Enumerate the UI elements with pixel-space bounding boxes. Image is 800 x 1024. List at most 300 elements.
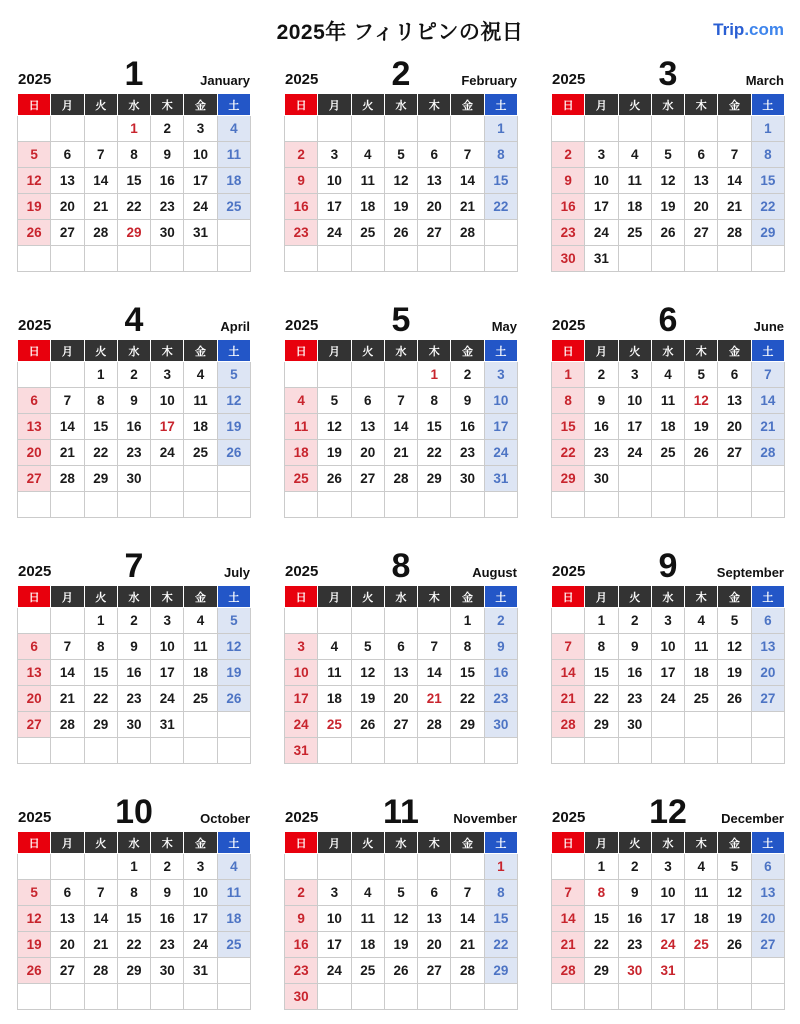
week-row — [552, 984, 785, 1010]
empty-cell — [651, 738, 684, 764]
empty-cell — [618, 492, 651, 518]
week-row — [285, 880, 518, 906]
day-header-cell: 月 — [585, 94, 618, 116]
day-header-cell: 土 — [484, 586, 517, 608]
date-cell: 3 — [484, 362, 517, 388]
month-number: 5 — [391, 301, 411, 339]
day-header-row — [18, 340, 251, 362]
date-cell: 11 — [685, 880, 718, 906]
date-cell: 20 — [418, 932, 451, 958]
date-cell: 5 — [651, 142, 684, 168]
week-row — [552, 958, 785, 984]
week-row — [18, 440, 251, 466]
date-cell: 28 — [384, 466, 417, 492]
date-cell: 17 — [651, 660, 684, 686]
date-cell: 21 — [552, 932, 585, 958]
date-cell: 8 — [418, 388, 451, 414]
date-cell: 29 — [84, 712, 117, 738]
week-row — [552, 414, 785, 440]
day-header-cell: 土 — [751, 586, 784, 608]
date-cell: 11 — [618, 168, 651, 194]
date-cell: 5 — [351, 634, 384, 660]
empty-cell — [318, 608, 351, 634]
calendar-table — [284, 831, 518, 1010]
date-cell: 7 — [751, 362, 784, 388]
empty-cell — [451, 738, 484, 764]
date-cell: 24 — [285, 712, 318, 738]
empty-cell — [552, 984, 585, 1010]
week-row — [552, 738, 785, 764]
empty-cell — [318, 738, 351, 764]
day-header-cell: 日 — [552, 832, 585, 854]
week-row — [285, 440, 518, 466]
empty-cell — [351, 492, 384, 518]
day-header-cell: 木 — [685, 832, 718, 854]
empty-cell — [84, 738, 117, 764]
week-row — [552, 362, 785, 388]
date-cell: 20 — [18, 686, 51, 712]
date-cell: 23 — [484, 686, 517, 712]
date-cell: 1 — [552, 362, 585, 388]
date-cell: 16 — [585, 414, 618, 440]
day-header-cell: 火 — [618, 94, 651, 116]
day-header-cell: 水 — [384, 586, 417, 608]
date-cell: 10 — [318, 906, 351, 932]
empty-cell — [552, 608, 585, 634]
empty-cell — [217, 466, 250, 492]
calendar-table — [551, 339, 785, 518]
month-name: June — [753, 319, 784, 334]
date-cell: 2 — [552, 142, 585, 168]
month-name: March — [745, 73, 784, 88]
date-cell: 7 — [451, 142, 484, 168]
month-number: 8 — [391, 547, 411, 585]
month-name: September — [716, 565, 784, 580]
date-cell: 15 — [418, 414, 451, 440]
date-cell: 12 — [718, 634, 751, 660]
date-cell: 22 — [117, 194, 150, 220]
date-cell: 8 — [84, 388, 117, 414]
day-header-cell: 水 — [117, 94, 150, 116]
week-row — [285, 686, 518, 712]
date-cell: 3 — [651, 854, 684, 880]
day-header-cell: 月 — [51, 832, 84, 854]
empty-cell — [751, 738, 784, 764]
date-cell: 10 — [618, 388, 651, 414]
date-cell: 26 — [217, 686, 250, 712]
month-name: October — [200, 811, 250, 826]
empty-cell — [651, 246, 684, 272]
empty-cell — [718, 466, 751, 492]
empty-cell — [451, 246, 484, 272]
week-row — [552, 466, 785, 492]
date-cell: 28 — [451, 220, 484, 246]
month-number: 1 — [124, 55, 144, 93]
date-cell: 22 — [751, 194, 784, 220]
calendar-table — [284, 339, 518, 518]
empty-cell — [318, 984, 351, 1010]
empty-cell — [718, 738, 751, 764]
month-number: 3 — [658, 55, 678, 93]
month-year-label: 2025 — [285, 809, 319, 826]
empty-cell — [585, 738, 618, 764]
month-name: November — [453, 811, 517, 826]
date-cell: 28 — [751, 440, 784, 466]
day-header-cell: 木 — [418, 832, 451, 854]
empty-cell — [618, 738, 651, 764]
empty-cell — [184, 492, 217, 518]
date-cell: 5 — [384, 880, 417, 906]
date-cell: 16 — [117, 414, 150, 440]
empty-cell — [84, 116, 117, 142]
date-cell: 24 — [184, 194, 217, 220]
empty-cell — [184, 738, 217, 764]
date-cell: 16 — [552, 194, 585, 220]
date-cell: 8 — [117, 142, 150, 168]
date-cell: 11 — [685, 634, 718, 660]
day-header-cell: 火 — [618, 340, 651, 362]
date-cell: 13 — [418, 906, 451, 932]
empty-cell — [384, 738, 417, 764]
date-cell: 20 — [751, 660, 784, 686]
empty-cell — [718, 712, 751, 738]
empty-cell — [618, 116, 651, 142]
day-header-cell: 金 — [451, 340, 484, 362]
date-cell: 21 — [552, 686, 585, 712]
calendar-table — [551, 585, 785, 764]
date-cell: 26 — [651, 220, 684, 246]
week-row — [18, 142, 251, 168]
day-header-row — [552, 586, 785, 608]
date-cell: 14 — [552, 660, 585, 686]
week-row — [552, 932, 785, 958]
empty-cell — [51, 362, 84, 388]
date-cell: 29 — [117, 220, 150, 246]
week-row — [552, 608, 785, 634]
date-cell: 3 — [585, 142, 618, 168]
month-year-label: 2025 — [18, 317, 52, 334]
empty-cell — [384, 492, 417, 518]
month-block — [284, 548, 518, 764]
date-cell: 10 — [585, 168, 618, 194]
day-header-cell: 火 — [351, 94, 384, 116]
day-header-cell: 日 — [552, 340, 585, 362]
day-header-cell: 水 — [117, 832, 150, 854]
date-cell: 28 — [552, 712, 585, 738]
date-cell: 21 — [84, 194, 117, 220]
week-row — [18, 738, 251, 764]
empty-cell — [718, 116, 751, 142]
date-cell: 11 — [184, 634, 217, 660]
date-cell: 11 — [184, 388, 217, 414]
date-cell: 22 — [585, 932, 618, 958]
empty-cell — [751, 492, 784, 518]
empty-cell — [384, 984, 417, 1010]
date-cell: 29 — [751, 220, 784, 246]
date-cell: 16 — [151, 168, 184, 194]
day-header-cell: 月 — [318, 340, 351, 362]
date-cell: 22 — [552, 440, 585, 466]
date-cell: 23 — [552, 220, 585, 246]
day-header-cell: 月 — [585, 586, 618, 608]
date-cell: 6 — [751, 854, 784, 880]
month-header — [284, 793, 518, 831]
calendar-table — [17, 339, 251, 518]
date-cell: 14 — [84, 906, 117, 932]
date-cell: 5 — [18, 142, 51, 168]
empty-cell — [585, 492, 618, 518]
date-cell: 30 — [552, 246, 585, 272]
date-cell: 6 — [51, 880, 84, 906]
date-cell: 26 — [217, 440, 250, 466]
date-cell: 12 — [685, 388, 718, 414]
date-cell: 25 — [651, 440, 684, 466]
week-row — [552, 116, 785, 142]
empty-cell — [484, 492, 517, 518]
empty-cell — [285, 362, 318, 388]
date-cell: 27 — [418, 220, 451, 246]
month-year-label: 2025 — [552, 71, 586, 88]
date-cell: 4 — [685, 608, 718, 634]
empty-cell — [117, 492, 150, 518]
week-row — [18, 608, 251, 634]
date-cell: 8 — [552, 388, 585, 414]
day-header-cell: 日 — [285, 340, 318, 362]
date-cell: 19 — [718, 906, 751, 932]
month-year-label: 2025 — [552, 563, 586, 580]
date-cell: 10 — [151, 388, 184, 414]
date-cell: 1 — [585, 608, 618, 634]
month-year-label: 2025 — [552, 317, 586, 334]
date-cell: 9 — [552, 168, 585, 194]
week-row — [285, 168, 518, 194]
date-cell: 17 — [618, 414, 651, 440]
months-grid — [0, 50, 800, 1010]
date-cell: 14 — [84, 168, 117, 194]
day-header-cell: 月 — [51, 94, 84, 116]
date-cell: 13 — [18, 414, 51, 440]
date-cell: 30 — [484, 712, 517, 738]
date-cell: 21 — [84, 932, 117, 958]
date-cell: 6 — [18, 388, 51, 414]
week-row — [18, 686, 251, 712]
day-header-cell: 金 — [718, 832, 751, 854]
date-cell: 12 — [217, 634, 250, 660]
day-header-cell: 土 — [751, 94, 784, 116]
empty-cell — [51, 246, 84, 272]
empty-cell — [751, 958, 784, 984]
day-header-cell: 水 — [117, 340, 150, 362]
day-header-cell: 木 — [418, 94, 451, 116]
month-name: January — [200, 73, 250, 88]
empty-cell — [451, 116, 484, 142]
date-cell: 23 — [151, 194, 184, 220]
date-cell: 19 — [685, 414, 718, 440]
date-cell: 23 — [285, 958, 318, 984]
day-header-row — [285, 94, 518, 116]
month-header — [17, 793, 251, 831]
day-header-cell: 日 — [285, 586, 318, 608]
date-cell: 3 — [651, 608, 684, 634]
date-cell: 11 — [318, 660, 351, 686]
date-cell: 16 — [451, 414, 484, 440]
date-cell: 7 — [451, 880, 484, 906]
day-header-cell: 金 — [451, 586, 484, 608]
empty-cell — [318, 116, 351, 142]
date-cell: 24 — [184, 932, 217, 958]
empty-cell — [184, 712, 217, 738]
date-cell: 31 — [151, 712, 184, 738]
day-header-cell: 水 — [117, 586, 150, 608]
empty-cell — [51, 492, 84, 518]
date-cell: 4 — [217, 116, 250, 142]
date-cell: 1 — [418, 362, 451, 388]
empty-cell — [351, 738, 384, 764]
week-row — [285, 608, 518, 634]
week-row — [18, 388, 251, 414]
date-cell: 26 — [18, 958, 51, 984]
day-header-cell: 水 — [651, 586, 684, 608]
date-cell: 12 — [351, 660, 384, 686]
date-cell: 1 — [84, 362, 117, 388]
date-cell: 1 — [585, 854, 618, 880]
date-cell: 30 — [117, 466, 150, 492]
empty-cell — [418, 608, 451, 634]
day-header-cell: 月 — [51, 586, 84, 608]
date-cell: 29 — [585, 712, 618, 738]
date-cell: 2 — [285, 880, 318, 906]
date-cell: 12 — [217, 388, 250, 414]
month-block — [17, 302, 251, 518]
week-row — [18, 246, 251, 272]
date-cell: 25 — [184, 440, 217, 466]
date-cell: 27 — [51, 958, 84, 984]
date-cell: 15 — [84, 414, 117, 440]
date-cell: 21 — [751, 414, 784, 440]
empty-cell — [685, 116, 718, 142]
month-block — [551, 302, 785, 518]
week-row — [552, 168, 785, 194]
date-cell: 31 — [184, 958, 217, 984]
date-cell: 29 — [84, 466, 117, 492]
date-cell: 31 — [651, 958, 684, 984]
date-cell: 15 — [84, 660, 117, 686]
date-cell: 21 — [384, 440, 417, 466]
date-cell: 25 — [685, 932, 718, 958]
date-cell: 17 — [151, 414, 184, 440]
date-cell: 19 — [18, 194, 51, 220]
week-row — [18, 220, 251, 246]
day-header-cell: 土 — [217, 832, 250, 854]
day-header-row — [552, 94, 785, 116]
day-header-cell: 火 — [84, 832, 117, 854]
date-cell: 1 — [484, 116, 517, 142]
date-cell: 27 — [51, 220, 84, 246]
empty-cell — [685, 984, 718, 1010]
date-cell: 30 — [451, 466, 484, 492]
day-header-cell: 木 — [151, 94, 184, 116]
date-cell: 30 — [618, 958, 651, 984]
date-cell: 26 — [384, 220, 417, 246]
date-cell: 24 — [585, 220, 618, 246]
date-cell: 14 — [418, 660, 451, 686]
empty-cell — [351, 608, 384, 634]
week-row — [18, 958, 251, 984]
date-cell: 18 — [685, 906, 718, 932]
week-row — [18, 168, 251, 194]
empty-cell — [618, 984, 651, 1010]
date-cell: 3 — [151, 608, 184, 634]
month-year-label: 2025 — [552, 809, 586, 826]
empty-cell — [184, 984, 217, 1010]
empty-cell — [384, 116, 417, 142]
date-cell: 27 — [351, 466, 384, 492]
date-cell: 3 — [318, 142, 351, 168]
empty-cell — [318, 246, 351, 272]
month-header — [17, 55, 251, 93]
day-header-cell: 日 — [552, 586, 585, 608]
date-cell: 28 — [552, 958, 585, 984]
date-cell: 9 — [151, 142, 184, 168]
week-row — [285, 984, 518, 1010]
date-cell: 12 — [18, 168, 51, 194]
date-cell: 3 — [184, 116, 217, 142]
date-cell: 16 — [618, 660, 651, 686]
day-header-cell: 金 — [184, 94, 217, 116]
date-cell: 26 — [351, 712, 384, 738]
date-cell: 27 — [718, 440, 751, 466]
date-cell: 2 — [117, 608, 150, 634]
date-cell: 16 — [285, 932, 318, 958]
date-cell: 12 — [718, 880, 751, 906]
date-cell: 5 — [685, 362, 718, 388]
date-cell: 23 — [618, 932, 651, 958]
date-cell: 6 — [418, 142, 451, 168]
month-year-label: 2025 — [285, 71, 319, 88]
date-cell: 6 — [384, 634, 417, 660]
week-row — [18, 906, 251, 932]
day-header-cell: 火 — [84, 586, 117, 608]
empty-cell — [217, 984, 250, 1010]
date-cell: 26 — [318, 466, 351, 492]
date-cell: 24 — [151, 440, 184, 466]
day-header-row — [552, 340, 785, 362]
date-cell: 9 — [585, 388, 618, 414]
date-cell: 20 — [685, 194, 718, 220]
date-cell: 20 — [384, 686, 417, 712]
empty-cell — [18, 738, 51, 764]
date-cell: 7 — [51, 634, 84, 660]
day-header-row — [18, 586, 251, 608]
week-row — [18, 492, 251, 518]
date-cell: 22 — [84, 440, 117, 466]
week-row — [552, 660, 785, 686]
date-cell: 10 — [651, 880, 684, 906]
date-cell: 6 — [418, 880, 451, 906]
date-cell: 15 — [484, 168, 517, 194]
date-cell: 9 — [117, 634, 150, 660]
date-cell: 5 — [18, 880, 51, 906]
date-cell: 7 — [418, 634, 451, 660]
date-cell: 16 — [285, 194, 318, 220]
date-cell: 31 — [184, 220, 217, 246]
date-cell: 29 — [117, 958, 150, 984]
day-header-cell: 土 — [484, 340, 517, 362]
date-cell: 21 — [718, 194, 751, 220]
date-cell: 22 — [484, 194, 517, 220]
day-header-cell: 月 — [318, 586, 351, 608]
date-cell: 13 — [751, 634, 784, 660]
